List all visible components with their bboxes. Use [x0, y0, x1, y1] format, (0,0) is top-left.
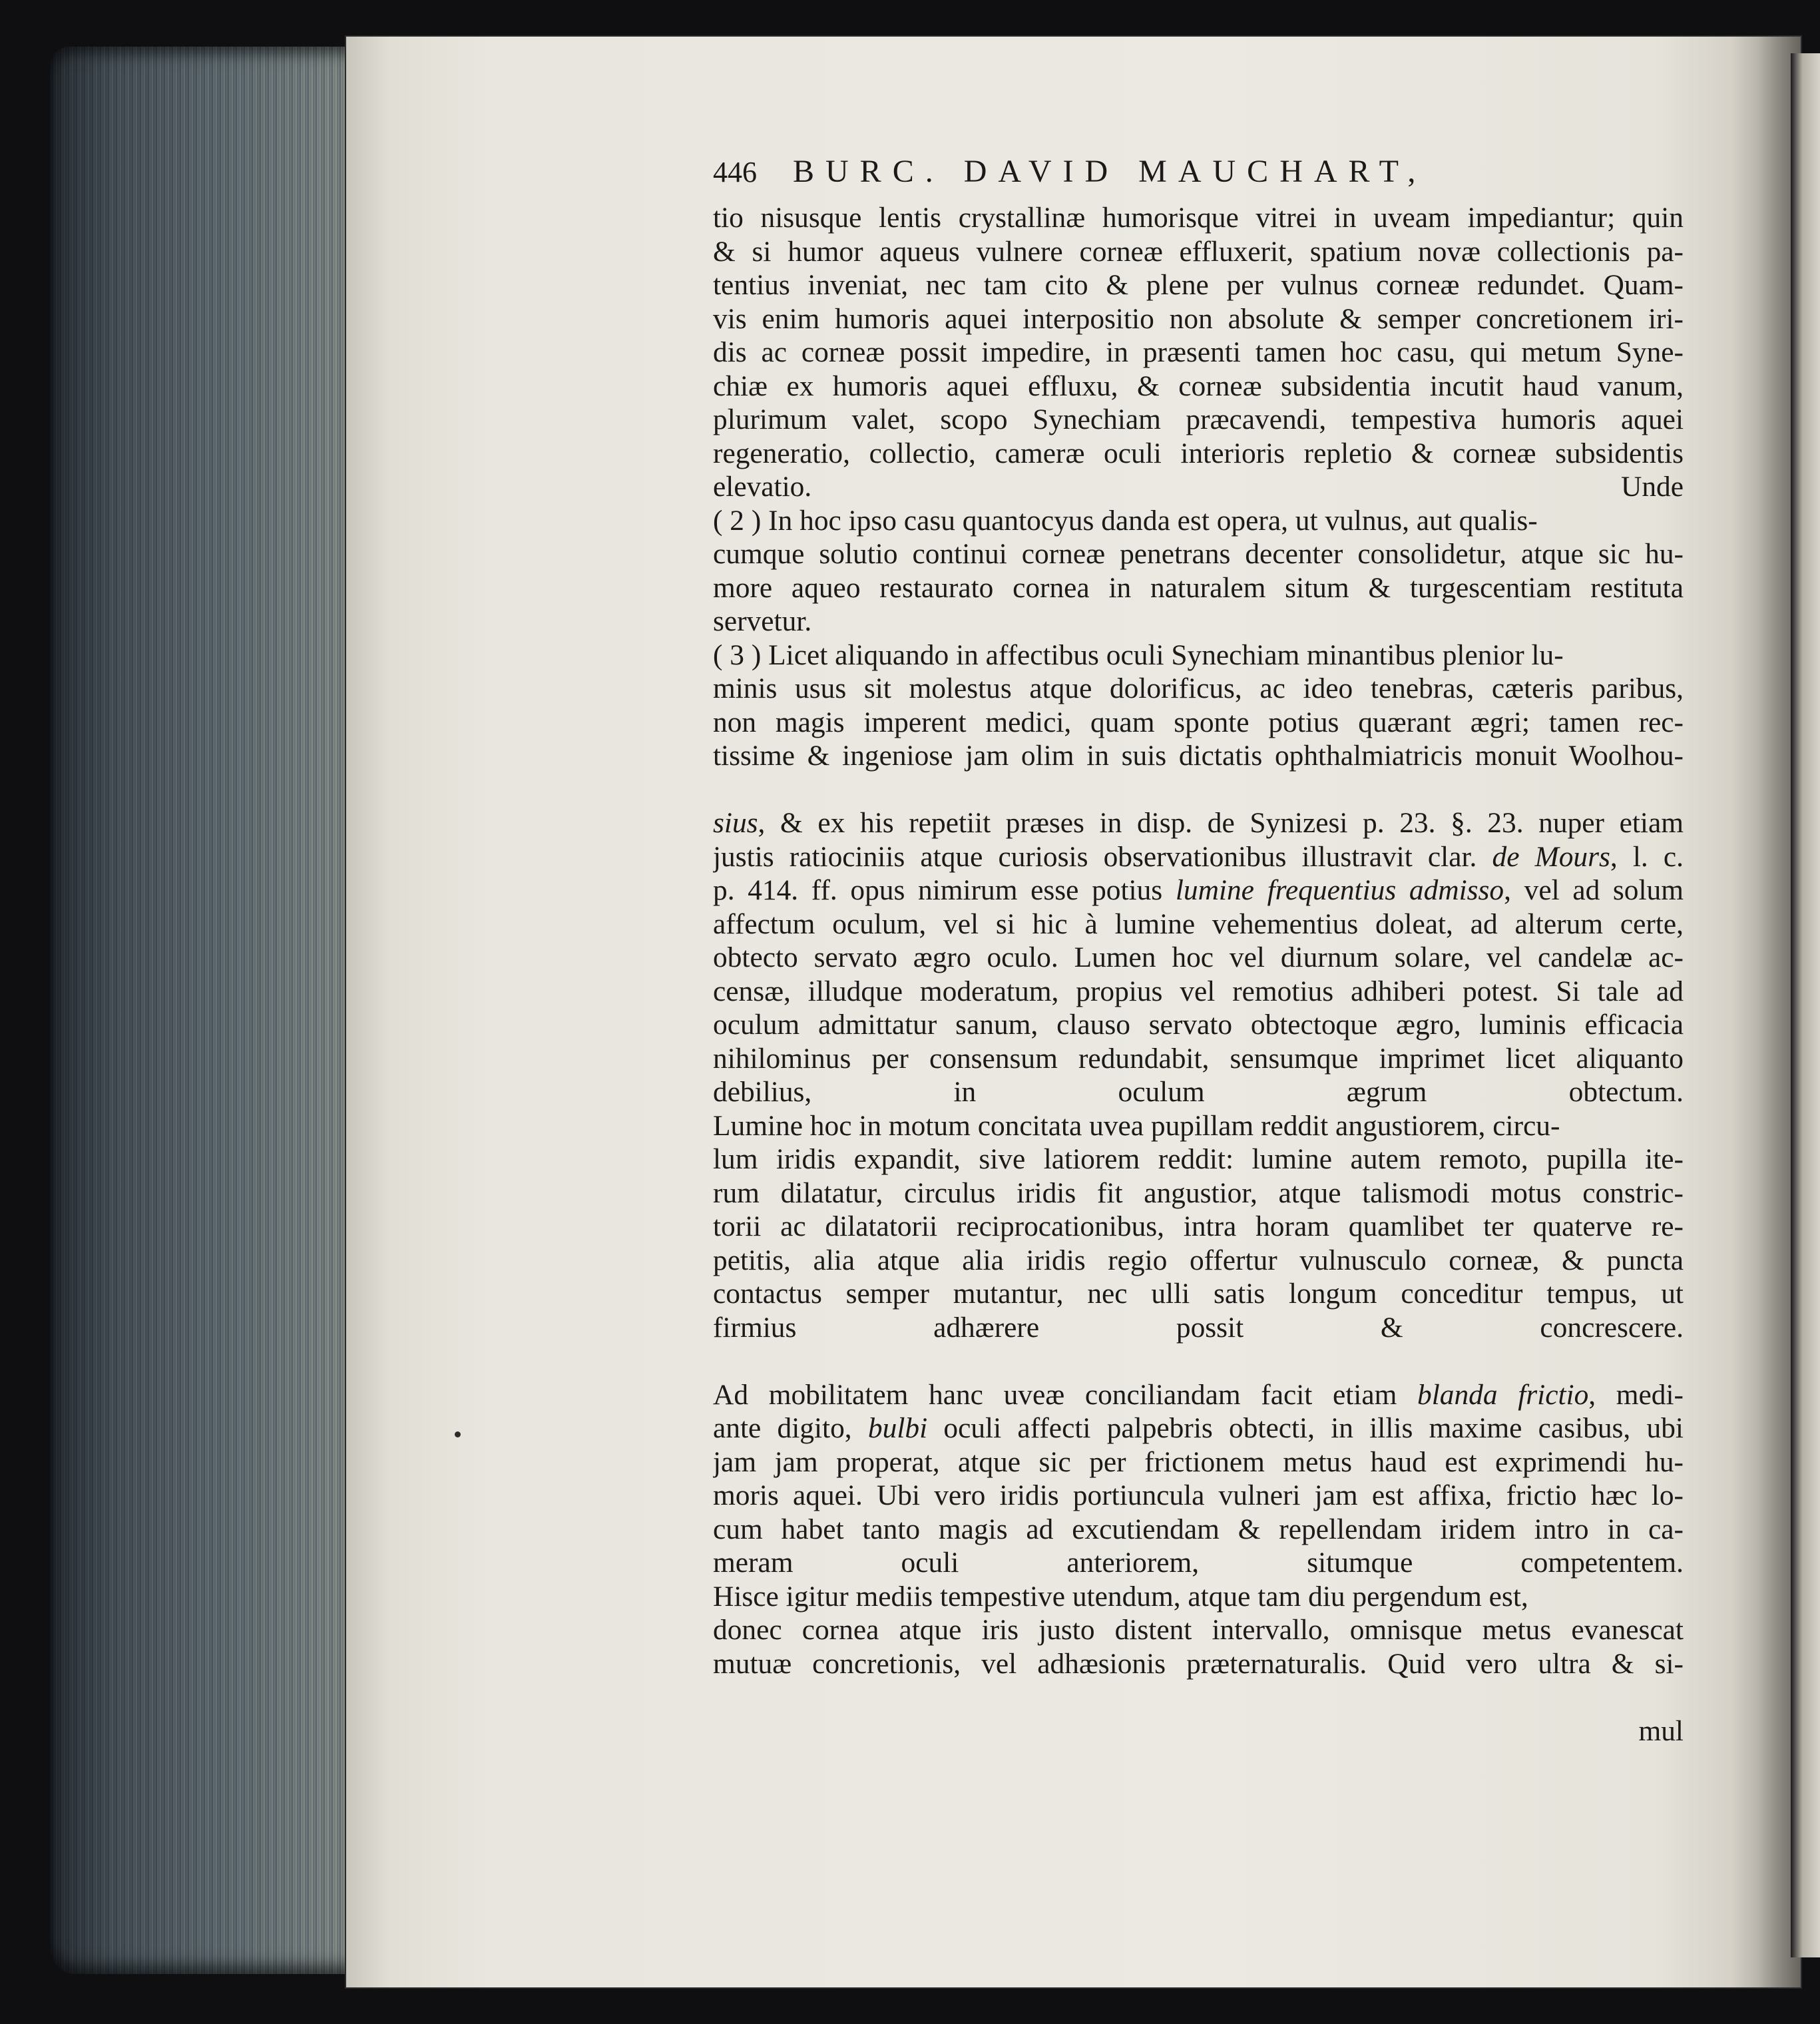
text-line: minis usus sit molestus atque dolorificus, ac ideo tenebras, cæteris paribus,: [713, 672, 1684, 704]
text-line: sius, & ex his repetiit præses in disp. de Synizesi p. 23. §. 23. nuper etiam: [713, 807, 1684, 839]
text-line: Ad mobilitatem hanc uveæ conciliandam facit etiam blanda frictio, medi-: [713, 1378, 1684, 1411]
running-title: BURC. DAVID MAUCHART,: [793, 154, 1427, 189]
text-line: jam jam properat, atque sic per frictionem metus haud est exprimendi hu-: [713, 1445, 1684, 1478]
text-line: Lumine hoc in motum concitata uvea pupillam reddit angustiorem, circu-: [713, 1109, 1560, 1142]
text-line: Hisce igitur mediis tempestive utendum, atque tam diu pergendum est,: [713, 1580, 1528, 1613]
text-line: tio nisusque lentis crystallinæ humorisque vitrei in uveam impediantur; quin: [713, 202, 1684, 234]
text-line: justis ratiociniis atque curiosis observationibus illustravit clar. de Mours, l. c.: [713, 840, 1684, 873]
text-line: meram oculi anteriorem, situmque competentem.: [713, 1547, 1684, 1579]
text-line: censæ, illudque moderatum, propius vel remotius adhiberi potest. Si tale ad: [713, 975, 1684, 1007]
text-line: cum habet tanto magis ad excutiendam & repellendam iridem intro in ca-: [713, 1513, 1684, 1545]
catchword: mul: [1638, 1714, 1684, 1747]
text-line: contactus semper mutantur, nec ulli satis longum conceditur tempus, ut: [713, 1278, 1684, 1310]
text-line: tentius inveniat, nec tam cito & plene per vulnus corneæ redundet. Quam-: [713, 269, 1684, 301]
text-line: cumque solutio continui corneæ penetrans decenter consolidetur, atque sic hu-: [713, 538, 1684, 570]
text-line: & si humor aqueus vulnere corneæ effluxerit, spatium novæ collectionis pa-: [713, 235, 1684, 268]
text-line: more aqueo restaurato cornea in naturalem situm & turgescentiam restituta: [713, 571, 1684, 604]
text-line: non magis imperent medici, quam sponte potius quærant ægri; tamen rec-: [713, 706, 1684, 738]
text-line: debilius, in oculum ægrum obtectum.: [713, 1076, 1684, 1108]
text-line: ( 2 ) In hoc ipso casu quantocyus danda est opera, ut vulnus, aut qualis-: [713, 504, 1538, 537]
italic-phrase: blanda frictio: [1417, 1378, 1589, 1411]
italic-phrase: lumine frequentius admisso: [1175, 874, 1504, 906]
facing-page-edge: [1791, 53, 1820, 1957]
text-line: obtecto servato ægro oculo. Lumen hoc vel diurnum solare, vel candelæ ac-: [713, 941, 1684, 973]
text-line: rum dilatatur, circulus iridis fit angustior, atque talismodi motus constric-: [713, 1176, 1684, 1209]
text-line: [713, 773, 1684, 807]
text-line: ( 3 ) Licet aliquando in affectibus oculi Synechiam minantibus plenior lu-: [713, 638, 1564, 671]
italic-name: sius: [713, 807, 758, 839]
text-line: torii ac dilatatorii reciprocationibus, intra horam quamlibet ter quaterve re-: [713, 1210, 1684, 1242]
page-number: 446: [713, 156, 757, 188]
text-line: p. 414. ff. opus nimirum esse potius lumine frequentius admisso, vel ad solum: [713, 874, 1684, 906]
book-fore-edge: [50, 47, 356, 1974]
text-line: vis enim humoris aquei interpositio non absolute & semper concretionem iri-: [713, 302, 1684, 335]
italic-name: de Mours: [1492, 840, 1610, 873]
text-line: elevatio. Unde: [713, 471, 1684, 503]
text-line: [713, 1344, 1684, 1378]
text-line: firmius adhærere possit & concrescere.: [713, 1311, 1684, 1344]
text-block: [713, 153, 1684, 1748]
text-line: chiæ ex humoris aquei effluxu, & corneæ subsidentia incutit haud vanum,: [713, 370, 1684, 402]
text-line: lum iridis expandit, sive latiorem reddit: lumine autem remoto, pupilla ite-: [713, 1143, 1684, 1175]
italic-word: bulbi: [867, 1412, 928, 1444]
text-line: tissime & ingeniose jam olim in suis dictatis ophthalmiatricis monuit Woolhou-: [713, 740, 1684, 772]
text-line: nihilominus per consensum redundabit, sensumque imprimet licet aliquanto: [713, 1042, 1684, 1075]
text-line: mutuæ concretionis, vel adhæsionis præternaturalis. Quid vero ultra & si-: [713, 1647, 1684, 1680]
text-line: servetur.: [713, 605, 812, 637]
text-line: affectum oculum, vel si hic à lumine vehementius doleat, ad alterum certe,: [713, 907, 1684, 940]
text-line: petitis, alia atque alia iridis regio offertur vulnusculo corneæ, & puncta: [713, 1244, 1684, 1276]
text-line: oculum admittatur sanum, clauso servato obtectoque ægro, luminis efficacia: [713, 1009, 1684, 1041]
text-line: dis ac corneæ possit impedire, in præsenti tamen hoc casu, qui metum Syne-: [713, 336, 1684, 368]
ink-speck: [455, 1431, 461, 1437]
running-head: [713, 153, 1684, 193]
text-line: donec cornea atque iris justo distent intervallo, omnisque metus evanescat: [713, 1614, 1684, 1646]
text-line: ante digito, bulbi oculi affecti palpebris obtecti, in illis maxime casibus, ubi: [713, 1412, 1684, 1444]
text-line: [713, 1680, 1684, 1714]
text-line: plurimum valet, scopo Synechiam præcavendi, tempestiva humoris aquei: [713, 403, 1684, 435]
text-line: moris aquei. Ubi vero iridis portiuncula vulneri jam est affixa, frictio hæc lo-: [713, 1479, 1684, 1511]
text-line: regeneratio, collectio, cameræ oculi interioris repletio & corneæ subsidentis: [713, 437, 1684, 469]
